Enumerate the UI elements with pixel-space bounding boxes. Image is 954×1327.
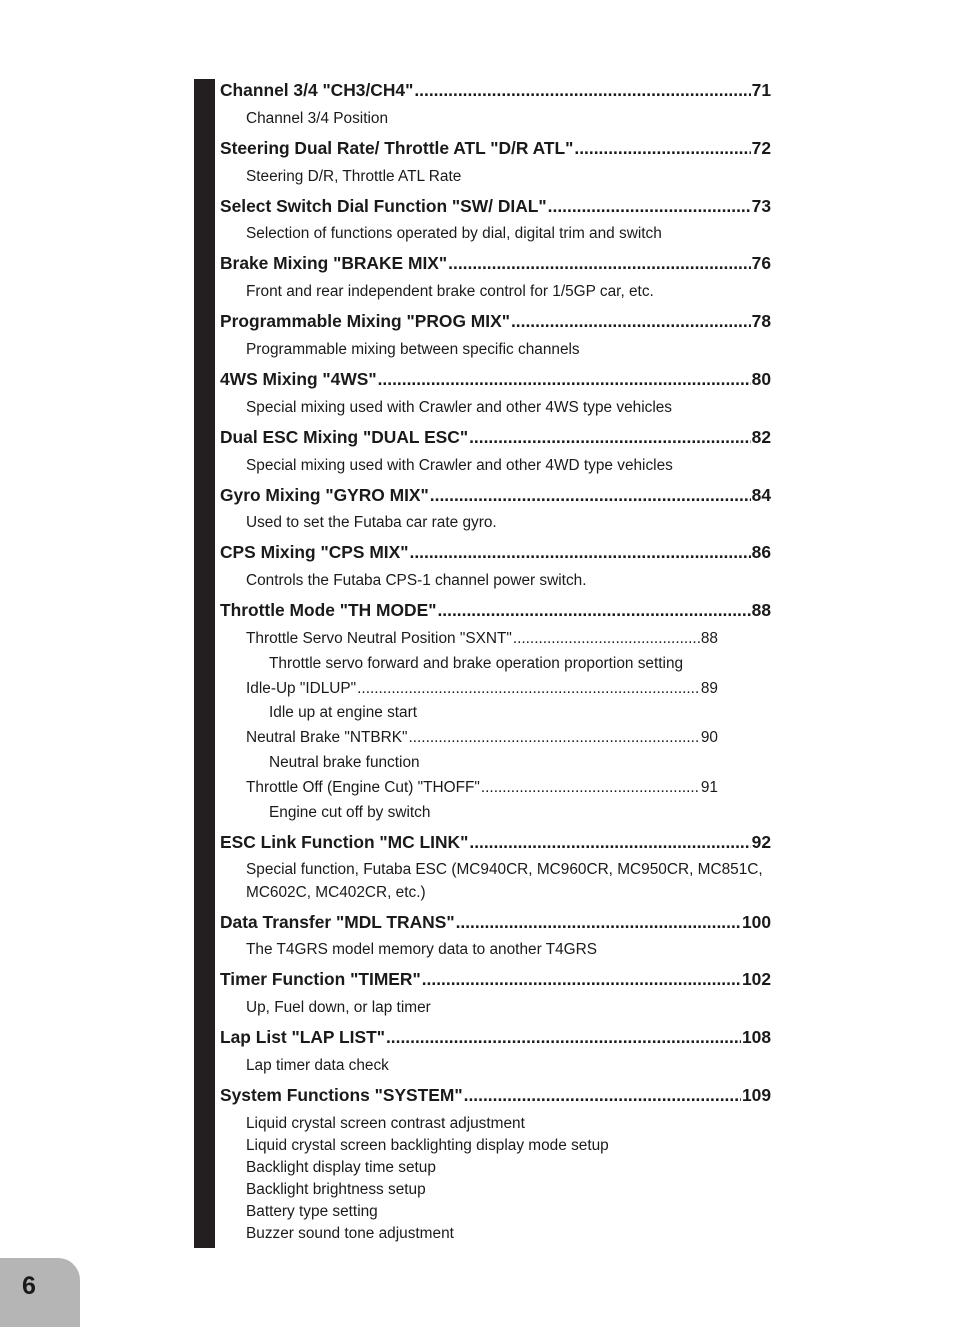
entry-title: CPS Mixing "CPS MIX": [220, 542, 409, 562]
toc-entry: [220, 427, 771, 447]
entry-description: [246, 860, 763, 880]
description-text: Channel 3/4 Position: [246, 110, 389, 127]
entry-page-number: 89: [700, 680, 718, 697]
toc-entry: [220, 912, 771, 932]
entry-description: [246, 883, 426, 903]
entry-description: [269, 803, 430, 823]
toc-entry: [220, 600, 771, 620]
toc-entry: [220, 253, 771, 273]
dot-leader: [481, 778, 700, 798]
toc-entry: [220, 832, 771, 852]
entry-description: [246, 1056, 389, 1076]
toc-entry: [220, 1027, 771, 1047]
dot-leader: [511, 311, 751, 331]
entry-page-number: 80: [751, 369, 771, 389]
entry-title: ESC Link Function "MC LINK": [220, 832, 469, 852]
toc-subentry: [246, 728, 718, 748]
toc-entry: [220, 138, 771, 158]
description-text: Liquid crystal screen backlighting display mode setup: [246, 1137, 609, 1154]
entry-description: [246, 1136, 609, 1156]
entry-description: [269, 753, 420, 773]
entry-page-number: 78: [751, 311, 771, 331]
entry-title: Dual ESC Mixing "DUAL ESC": [220, 427, 469, 447]
entry-title: Throttle Mode "TH MODE": [220, 600, 437, 620]
entry-title: Lap List "LAP LIST": [220, 1027, 385, 1047]
entry-page-number: 82: [751, 427, 771, 447]
entry-description: [246, 167, 461, 187]
entry-page-number: 92: [751, 832, 771, 852]
dot-leader: [410, 542, 751, 562]
dot-leader: [408, 728, 699, 748]
toc-entry: [220, 1085, 771, 1105]
description-text: Steering D/R, Throttle ATL Rate: [246, 168, 462, 185]
description-text: Front and rear independent brake control for 1/5GP car, etc.: [246, 283, 654, 300]
entry-title: Select Switch Dial Function "SW/ DIAL": [220, 196, 547, 216]
description-text: Special function, Futaba ESC (MC940CR, MC960CR, MC950CR, MC851C,: [246, 861, 763, 878]
entry-page-number: 73: [751, 196, 771, 216]
entry-description: [246, 109, 388, 129]
description-text: Lap timer data check: [246, 1057, 389, 1074]
entry-title: Throttle Servo Neutral Position "SXNT": [246, 630, 512, 647]
toc-entry: [220, 80, 771, 100]
entry-page-number: 86: [751, 542, 771, 562]
entry-description: [246, 1114, 525, 1134]
entry-description: [246, 1158, 436, 1178]
entry-page-number: 90: [700, 729, 718, 746]
entry-title: Throttle Off (Engine Cut) "THOFF": [246, 779, 480, 796]
dot-leader: [469, 427, 751, 447]
description-text: Programmable mixing between specific channels: [246, 341, 580, 358]
toc-entry: [220, 369, 771, 389]
entry-title: Brake Mixing "BRAKE MIX": [220, 253, 448, 273]
description-text: Controls the Futaba CPS-1 channel power switch.: [246, 572, 587, 589]
description-text: Throttle servo forward and brake operation proportion setting: [269, 655, 684, 672]
entry-title: Neutral Brake "NTBRK": [246, 729, 408, 746]
entry-description: [246, 456, 673, 476]
entry-description: [246, 398, 672, 418]
description-text: Buzzer sound tone adjustment: [246, 1225, 454, 1242]
entry-title: Data Transfer "MDL TRANS": [220, 912, 455, 932]
entry-description: [246, 940, 597, 960]
description-text: Backlight display time setup: [246, 1159, 436, 1176]
description-text: The T4GRS model memory data to another T4GRS: [246, 941, 598, 958]
toc-subentry: [246, 778, 718, 798]
dot-leader: [422, 969, 741, 989]
entry-description: [246, 224, 662, 244]
description-text: Liquid crystal screen contrast adjustment: [246, 1115, 525, 1132]
entry-title: Idle-Up "IDLUP": [246, 680, 357, 697]
dot-leader: [548, 196, 751, 216]
dot-leader: [414, 80, 750, 100]
entry-description: [269, 703, 417, 723]
description-text: MC602C, MC402CR, etc.): [246, 884, 426, 901]
entry-description: [246, 340, 580, 360]
entry-title: Steering Dual Rate/ Throttle ATL "D/R ATL": [220, 138, 574, 158]
entry-page-number: 88: [751, 600, 771, 620]
entry-page-number: 109: [741, 1085, 771, 1105]
entry-title: System Functions "SYSTEM": [220, 1085, 463, 1105]
description-text: Selection of functions operated by dial, digital trim and switch: [246, 225, 662, 242]
dot-leader: [464, 1085, 741, 1105]
entry-description: [246, 513, 497, 533]
description-text: Special mixing used with Crawler and other 4WD type vehicles: [246, 457, 673, 474]
page-number-tab: [0, 1258, 80, 1327]
entry-title: Timer Function "TIMER": [220, 969, 421, 989]
toc-subentry: [246, 629, 718, 649]
entry-title: Programmable Mixing "PROG MIX": [220, 311, 510, 331]
dot-leader: [574, 138, 750, 158]
description-text: Used to set the Futaba car rate gyro.: [246, 514, 497, 531]
entry-page-number: 72: [751, 138, 771, 158]
entry-page-number: 76: [751, 253, 771, 273]
entry-description: [269, 654, 683, 674]
dot-leader: [437, 600, 750, 620]
entry-description: [246, 1180, 426, 1200]
description-text: Neutral brake function: [269, 754, 420, 771]
dot-leader: [378, 369, 751, 389]
toc-entry: [220, 196, 771, 216]
entry-page-number: 108: [741, 1027, 771, 1047]
entry-page-number: 91: [700, 779, 718, 796]
toc-entry: [220, 485, 771, 505]
entry-page-number: 88: [700, 630, 718, 647]
description-text: Idle up at engine start: [269, 704, 418, 721]
dot-leader: [456, 912, 741, 932]
entry-title: Gyro Mixing "GYRO MIX": [220, 485, 429, 505]
description-text: Up, Fuel down, or lap timer: [246, 999, 431, 1016]
dot-leader: [469, 832, 750, 852]
page-number: 6: [22, 1272, 36, 1300]
dot-leader: [357, 679, 700, 699]
entry-description: [246, 1224, 454, 1244]
entry-description: [246, 1202, 378, 1222]
toc-subentry: [246, 679, 718, 699]
entry-page-number: 71: [751, 80, 771, 100]
description-text: Special mixing used with Crawler and other 4WS type vehicles: [246, 399, 673, 416]
toc-entry: [220, 542, 771, 562]
toc-entry: [220, 311, 771, 331]
entry-page-number: 100: [741, 912, 771, 932]
dot-leader: [448, 253, 751, 273]
entry-page-number: 102: [741, 969, 771, 989]
description-text: Engine cut off by switch: [269, 804, 431, 821]
entry-description: [246, 282, 654, 302]
dot-leader: [386, 1027, 741, 1047]
toc-entry: [220, 969, 771, 989]
entry-page-number: 84: [751, 485, 771, 505]
entry-title: 4WS Mixing "4WS": [220, 369, 377, 389]
dot-leader: [513, 629, 700, 649]
table-of-contents: [220, 0, 820, 1327]
sidebar-bar: [194, 79, 215, 1248]
entry-description: [246, 998, 431, 1018]
description-text: Battery type setting: [246, 1203, 378, 1220]
dot-leader: [430, 485, 751, 505]
entry-description: [246, 571, 586, 591]
entry-title: Channel 3/4 "CH3/CH4": [220, 80, 414, 100]
description-text: Backlight brightness setup: [246, 1181, 426, 1198]
